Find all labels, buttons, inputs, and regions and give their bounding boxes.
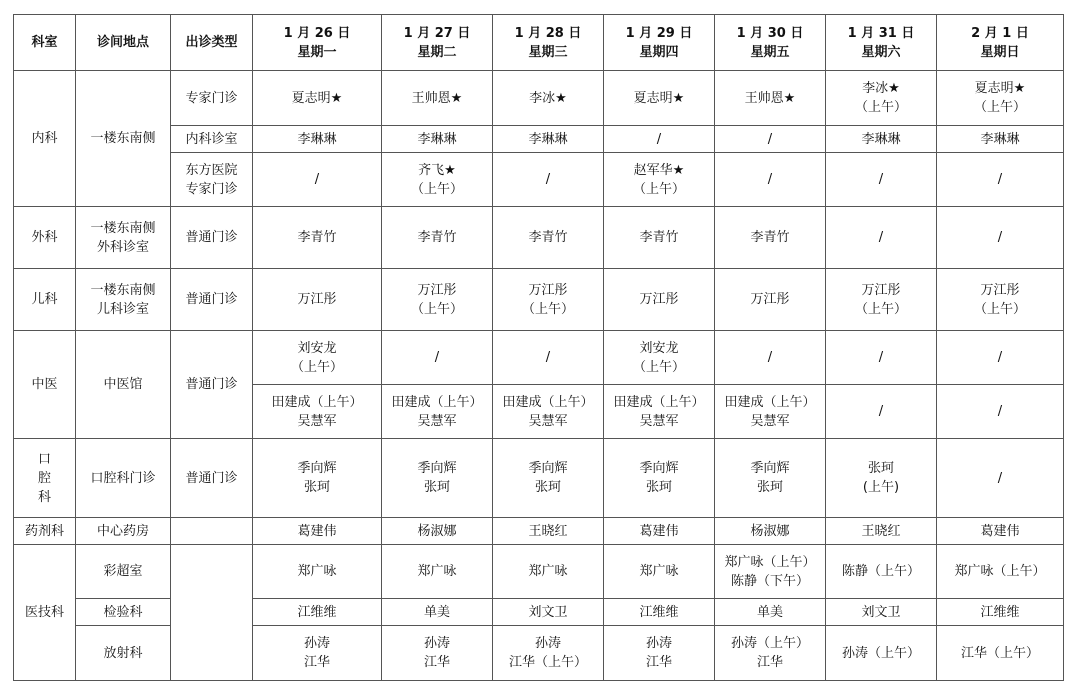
schedule-cell-line: 刘文卫 — [861, 604, 901, 620]
schedule-cell — [604, 545, 715, 599]
location-fangshe-line: 放射科 — [103, 645, 143, 661]
schedule-cell-line: 田建成（上午） — [724, 394, 816, 410]
header-day — [493, 15, 604, 71]
schedule-cell-line: 李琳琳 — [297, 131, 337, 147]
schedule-cell-line: 李青竹 — [417, 230, 457, 245]
schedule-cell — [937, 599, 1064, 626]
schedule-cell-line: 江维维 — [639, 604, 679, 620]
schedule-cell-line: 万江彤 — [417, 282, 457, 298]
schedule-cell-line: 齐飞★ — [418, 162, 456, 178]
clinic-type-line: 专家门诊 — [185, 181, 238, 197]
schedule-cell-line: 李青竹 — [528, 230, 568, 245]
schedule-cell — [253, 126, 382, 153]
header-day-date: 2 月 1 日 — [971, 25, 1029, 41]
schedule-cell-line: (上午) — [862, 480, 900, 495]
header-clinic-type-line: 出诊类型 — [185, 35, 238, 50]
schedule-cell-line: 江华 — [423, 655, 450, 670]
schedule-cell-line: 江华 — [303, 655, 330, 670]
header-dept-line: 科室 — [31, 35, 58, 50]
schedule-cell-line: 杨淑娜 — [750, 523, 790, 539]
clinic-type — [171, 518, 253, 545]
header-day-date: 1 月 26 日 — [283, 25, 351, 41]
schedule-cell — [382, 71, 493, 126]
schedule-cell-line: / — [545, 350, 551, 365]
schedule-cell-line: 田建成（上午） — [271, 394, 363, 410]
schedule-cell — [826, 385, 937, 439]
schedule-cell — [715, 439, 826, 518]
header-day-date: 1 月 29 日 — [625, 25, 693, 41]
schedule-cell — [937, 126, 1064, 153]
schedule-cell-line: 江华 — [756, 655, 783, 670]
schedule-cell — [382, 545, 493, 599]
schedule-cell-line: 李青竹 — [750, 230, 790, 245]
schedule-cell-line: 刘安龙 — [297, 340, 337, 356]
schedule-cell-line: 赵军华★ — [633, 162, 685, 178]
schedule-cell-line: 夏志明★ — [974, 81, 1026, 96]
schedule-cell — [826, 331, 937, 385]
schedule-cell-line: 张珂 — [867, 461, 894, 476]
schedule-cell — [493, 126, 604, 153]
clinic-type — [171, 545, 253, 681]
header-day-weekday: 星期二 — [417, 44, 457, 60]
schedule-cell — [937, 153, 1064, 207]
clinic-type — [171, 207, 253, 269]
schedule-cell — [382, 126, 493, 153]
schedule-cell — [382, 439, 493, 518]
location-yaoji-line: 中心药房 — [96, 523, 149, 539]
header-day — [253, 15, 382, 71]
header-day-weekday: 星期五 — [750, 44, 790, 60]
schedule-cell-line: 刘安龙 — [639, 340, 679, 356]
schedule-cell-line: / — [997, 172, 1003, 187]
schedule-cell — [382, 207, 493, 269]
header-day — [937, 15, 1064, 71]
schedule-cell-line: / — [878, 230, 884, 245]
schedule-cell-line: 杨淑娜 — [417, 523, 457, 539]
schedule-cell-line: 吴慧军 — [528, 413, 568, 429]
schedule-cell-line: 郑广咏 — [297, 564, 337, 579]
schedule-cell — [715, 599, 826, 626]
schedule-cell — [253, 71, 382, 126]
schedule-cell-line: 张珂 — [756, 480, 783, 495]
header-day-date: 1 月 27 日 — [403, 25, 471, 41]
schedule-cell — [382, 518, 493, 545]
schedule-cell — [493, 207, 604, 269]
header-day-weekday: 星期一 — [297, 44, 337, 60]
location-waike-line: 外科诊室 — [96, 239, 149, 255]
schedule-cell — [604, 439, 715, 518]
schedule-cell-line: 万江彤 — [639, 292, 679, 307]
schedule-cell — [493, 599, 604, 626]
schedule-cell — [493, 331, 604, 385]
schedule-cell-line: （上午） — [854, 301, 907, 317]
schedule-cell-line: 孙涛 — [423, 636, 450, 651]
schedule-cell-line: 万江彤 — [297, 292, 337, 307]
schedule-cell-line: 田建成（上午） — [391, 394, 483, 410]
schedule-cell — [604, 626, 715, 681]
schedule-cell-line: 张珂 — [303, 480, 330, 495]
schedule-cell-line: （上午） — [632, 181, 685, 197]
schedule-cell — [937, 331, 1064, 385]
schedule-cell — [715, 153, 826, 207]
schedule-cell-line: / — [878, 404, 884, 419]
table-row — [14, 207, 1064, 269]
schedule-cell-line: / — [997, 350, 1003, 365]
table-row — [14, 15, 1064, 71]
schedule-cell-line: 江华（上午） — [960, 645, 1039, 661]
schedule-cell-line: 张珂 — [423, 480, 450, 495]
schedule-cell-line: 孙涛（上午） — [841, 645, 920, 661]
schedule-cell — [937, 207, 1064, 269]
schedule-cell — [826, 207, 937, 269]
header-clinic-type — [171, 15, 253, 71]
location-kouqiang — [76, 439, 171, 518]
schedule-cell-line: 万江彤 — [528, 282, 568, 298]
header-day — [826, 15, 937, 71]
header-day-weekday: 星期日 — [980, 44, 1020, 60]
schedule-cell-line: （上午） — [290, 359, 343, 375]
schedule-cell-line: 王晓红 — [528, 523, 568, 539]
schedule-cell — [826, 269, 937, 331]
schedule-cell — [253, 439, 382, 518]
schedule-cell-line: 李青竹 — [639, 230, 679, 245]
schedule-cell — [253, 207, 382, 269]
schedule-cell — [382, 269, 493, 331]
schedule-cell-line: 万江彤 — [980, 282, 1020, 298]
schedule-cell-line: 季向辉 — [528, 461, 568, 476]
schedule-cell — [493, 153, 604, 207]
clinic-type-line: 内科诊室 — [185, 131, 238, 147]
schedule-cell-line: / — [545, 172, 551, 187]
schedule-table — [13, 14, 1064, 681]
schedule-cell — [604, 207, 715, 269]
schedule-cell — [937, 518, 1064, 545]
schedule-cell-line: / — [314, 172, 320, 187]
dept-kouqiang-line: 科 — [37, 489, 51, 505]
schedule-cell-line: （上午） — [410, 181, 463, 197]
schedule-cell — [604, 71, 715, 126]
schedule-cell-line: 刘文卫 — [528, 604, 568, 620]
header-day-date: 1 月 31 日 — [847, 25, 915, 41]
location-neike-line: 一楼东南侧 — [90, 131, 156, 146]
schedule-cell-line: / — [997, 404, 1003, 419]
schedule-cell — [493, 518, 604, 545]
schedule-cell-line: 吴慧军 — [417, 413, 457, 429]
schedule-cell-line: 江华（上午） — [508, 655, 587, 670]
schedule-cell — [715, 126, 826, 153]
schedule-cell-line: 江维维 — [980, 604, 1020, 620]
header-day-date: 1 月 28 日 — [514, 25, 582, 41]
schedule-body — [14, 15, 1064, 681]
dept-yaoji — [14, 518, 76, 545]
schedule-cell — [604, 599, 715, 626]
schedule-cell-line: 季向辉 — [750, 461, 790, 476]
schedule-cell-line: / — [767, 172, 773, 187]
schedule-cell-line: 季向辉 — [417, 461, 457, 476]
schedule-cell — [826, 545, 937, 599]
schedule-cell-line: 季向辉 — [297, 461, 337, 476]
schedule-cell-line: 葛建伟 — [297, 523, 337, 539]
location-zhongyi — [76, 331, 171, 439]
schedule-cell — [715, 71, 826, 126]
schedule-cell — [937, 439, 1064, 518]
schedule-cell — [826, 439, 937, 518]
schedule-cell — [715, 626, 826, 681]
schedule-cell-line: 万江彤 — [750, 292, 790, 307]
schedule-cell-line: 田建成（上午） — [502, 394, 594, 410]
clinic-type — [171, 439, 253, 518]
location-erke-line: 儿科诊室 — [96, 301, 149, 317]
schedule-cell — [715, 518, 826, 545]
dept-yaoji-line: 药剂科 — [24, 523, 64, 539]
schedule-cell — [715, 331, 826, 385]
table-row — [14, 439, 1064, 518]
schedule-cell — [604, 385, 715, 439]
header-day-date: 1 月 30 日 — [736, 25, 804, 41]
schedule-cell-line: 孙涛（上午） — [730, 636, 809, 651]
schedule-cell-line: / — [878, 350, 884, 365]
location-yaoji — [76, 518, 171, 545]
location-waike — [76, 207, 171, 269]
schedule-cell-line: 万江彤 — [861, 282, 901, 298]
dept-kouqiang-line: 口 — [37, 451, 51, 467]
schedule-cell — [826, 71, 937, 126]
schedule-cell-line: 郑广咏（上午） — [724, 554, 816, 570]
table-row — [14, 71, 1064, 126]
schedule-cell-line: / — [434, 350, 440, 365]
header-day-weekday: 星期三 — [528, 44, 568, 60]
schedule-cell-line: / — [878, 172, 884, 187]
table-row — [14, 269, 1064, 331]
schedule-cell — [253, 545, 382, 599]
schedule-cell-line: 江华 — [645, 655, 672, 670]
schedule-cell — [715, 207, 826, 269]
schedule-cell — [937, 385, 1064, 439]
clinic-type — [171, 331, 253, 439]
schedule-cell — [604, 331, 715, 385]
clinic-type-line: 普通门诊 — [185, 470, 238, 486]
location-erke — [76, 269, 171, 331]
schedule-cell-line: 田建成（上午） — [613, 394, 705, 410]
schedule-cell-line: 孙涛 — [303, 636, 330, 651]
schedule-cell-line: 李青竹 — [297, 230, 337, 245]
schedule-cell — [604, 518, 715, 545]
header-dept — [14, 15, 76, 71]
schedule-cell-line: 孙涛 — [534, 636, 561, 651]
schedule-cell — [253, 626, 382, 681]
schedule-cell — [604, 126, 715, 153]
schedule-cell — [493, 626, 604, 681]
clinic-type — [171, 153, 253, 207]
schedule-cell — [382, 626, 493, 681]
header-day-weekday: 星期六 — [861, 44, 901, 60]
schedule-cell — [715, 269, 826, 331]
dept-kouqiang-line: 腔 — [37, 470, 51, 486]
schedule-cell — [493, 71, 604, 126]
location-erke-line: 一楼东南侧 — [90, 282, 156, 298]
schedule-cell — [253, 153, 382, 207]
table-row — [14, 126, 1064, 153]
schedule-cell-line: 张珂 — [645, 480, 672, 495]
dept-waike-line: 外科 — [31, 230, 58, 245]
clinic-type — [171, 126, 253, 153]
schedule-cell-line: 王帅恩★ — [411, 90, 463, 106]
dept-erke — [14, 269, 76, 331]
location-neike — [76, 71, 171, 207]
schedule-cell-line: 陈静（上午） — [841, 564, 920, 579]
clinic-type-line: 普通门诊 — [185, 377, 238, 392]
header-location — [76, 15, 171, 71]
location-jianyan-line: 检验科 — [103, 604, 143, 620]
clinic-type-line: 专家门诊 — [185, 90, 238, 106]
dept-yiji-line: 医技科 — [24, 605, 64, 620]
schedule-cell-line: （上午） — [854, 100, 907, 115]
schedule-cell — [826, 518, 937, 545]
table-row — [14, 518, 1064, 545]
schedule-cell-line: / — [767, 350, 773, 365]
location-zhongyi-line: 中医馆 — [103, 377, 143, 392]
schedule-cell-line: 郑广咏 — [639, 564, 679, 579]
schedule-cell-line: 吴慧军 — [297, 413, 337, 429]
schedule-cell — [826, 626, 937, 681]
schedule-cell-line: 郑广咏（上午） — [954, 564, 1046, 579]
header-location-line: 诊间地点 — [96, 35, 149, 50]
schedule-cell-line: 陈静（下午） — [730, 573, 809, 589]
schedule-cell-line: （上午） — [973, 100, 1026, 115]
schedule-cell — [382, 331, 493, 385]
schedule-cell — [493, 385, 604, 439]
dept-zhongyi-line: 中医 — [31, 377, 58, 392]
schedule-cell-line: 单美 — [756, 604, 783, 620]
schedule-cell-line: （上午） — [973, 301, 1026, 317]
schedule-cell-line: 夏志明★ — [291, 90, 343, 106]
table-row — [14, 331, 1064, 385]
location-caichao-line: 彩超室 — [103, 564, 143, 579]
schedule-cell — [715, 545, 826, 599]
header-day — [604, 15, 715, 71]
header-day — [715, 15, 826, 71]
schedule-cell-line: 单美 — [423, 604, 450, 620]
dept-neike-line: 内科 — [31, 131, 58, 146]
clinic-type-line: 普通门诊 — [185, 230, 238, 245]
schedule-cell-line: 李琳琳 — [528, 131, 568, 147]
schedule-cell-line: 郑广咏 — [528, 564, 568, 579]
schedule-cell-line: 王晓红 — [861, 523, 901, 539]
header-day — [382, 15, 493, 71]
schedule-cell-line: / — [997, 470, 1003, 486]
clinic-type-line: 普通门诊 — [185, 292, 238, 307]
schedule-cell-line: 郑广咏 — [417, 564, 457, 579]
schedule-cell-line: 孙涛 — [645, 636, 672, 651]
clinic-type-line: 东方医院 — [185, 162, 238, 178]
schedule-cell — [493, 545, 604, 599]
location-fangshe — [76, 626, 171, 681]
schedule-cell-line: （上午） — [410, 301, 463, 317]
schedule-cell — [937, 71, 1064, 126]
schedule-cell — [253, 518, 382, 545]
schedule-cell — [826, 153, 937, 207]
schedule-cell-line: / — [656, 131, 662, 147]
dept-zhongyi — [14, 331, 76, 439]
location-kouqiang-line: 口腔科门诊 — [90, 470, 156, 486]
location-waike-line: 一楼东南侧 — [90, 220, 156, 236]
schedule-cell — [382, 153, 493, 207]
location-jianyan — [76, 599, 171, 626]
schedule-cell-line: 吴慧军 — [750, 413, 790, 429]
location-caichao — [76, 545, 171, 599]
schedule-cell — [826, 126, 937, 153]
schedule-cell-line: 王帅恩★ — [744, 90, 796, 106]
header-day-weekday: 星期四 — [639, 44, 679, 60]
schedule-cell — [253, 385, 382, 439]
schedule-cell — [253, 599, 382, 626]
dept-erke-line: 儿科 — [31, 292, 58, 307]
schedule-cell-line: 吴慧军 — [639, 413, 679, 429]
schedule-cell — [253, 269, 382, 331]
schedule-cell — [715, 385, 826, 439]
dept-neike — [14, 71, 76, 207]
schedule-cell-line: 李冰★ — [862, 81, 900, 96]
schedule-cell-line: 张珂 — [534, 480, 561, 495]
schedule-cell-line: 李琳琳 — [980, 131, 1020, 147]
clinic-type — [171, 269, 253, 331]
clinic-type — [171, 71, 253, 126]
schedule-cell — [604, 153, 715, 207]
schedule-cell-line: 季向辉 — [639, 461, 679, 476]
schedule-cell — [826, 599, 937, 626]
schedule-cell-line: 李琳琳 — [861, 131, 901, 147]
schedule-cell — [604, 269, 715, 331]
schedule-cell-line: 李冰★ — [529, 90, 567, 106]
table-row — [14, 545, 1064, 599]
schedule-cell-line: 江维维 — [297, 604, 337, 620]
schedule-cell-line: 葛建伟 — [980, 523, 1020, 539]
dept-kouqiang — [14, 439, 76, 518]
schedule-cell — [253, 331, 382, 385]
schedule-cell-line: 夏志明★ — [633, 90, 685, 106]
schedule-cell-line: （上午） — [521, 301, 574, 317]
schedule-cell-line: / — [997, 230, 1003, 245]
dept-waike — [14, 207, 76, 269]
schedule-cell — [493, 439, 604, 518]
schedule-cell-line: （上午） — [632, 359, 685, 375]
schedule-cell-line: 葛建伟 — [639, 523, 679, 539]
schedule-cell — [382, 599, 493, 626]
schedule-cell — [493, 269, 604, 331]
schedule-cell — [382, 385, 493, 439]
table-row — [14, 153, 1064, 207]
schedule-cell-line: 李琳琳 — [417, 131, 457, 147]
schedule-cell-line: / — [767, 131, 773, 147]
dept-yiji — [14, 545, 76, 681]
schedule-cell — [937, 269, 1064, 331]
schedule-cell — [937, 545, 1064, 599]
schedule-cell — [937, 626, 1064, 681]
